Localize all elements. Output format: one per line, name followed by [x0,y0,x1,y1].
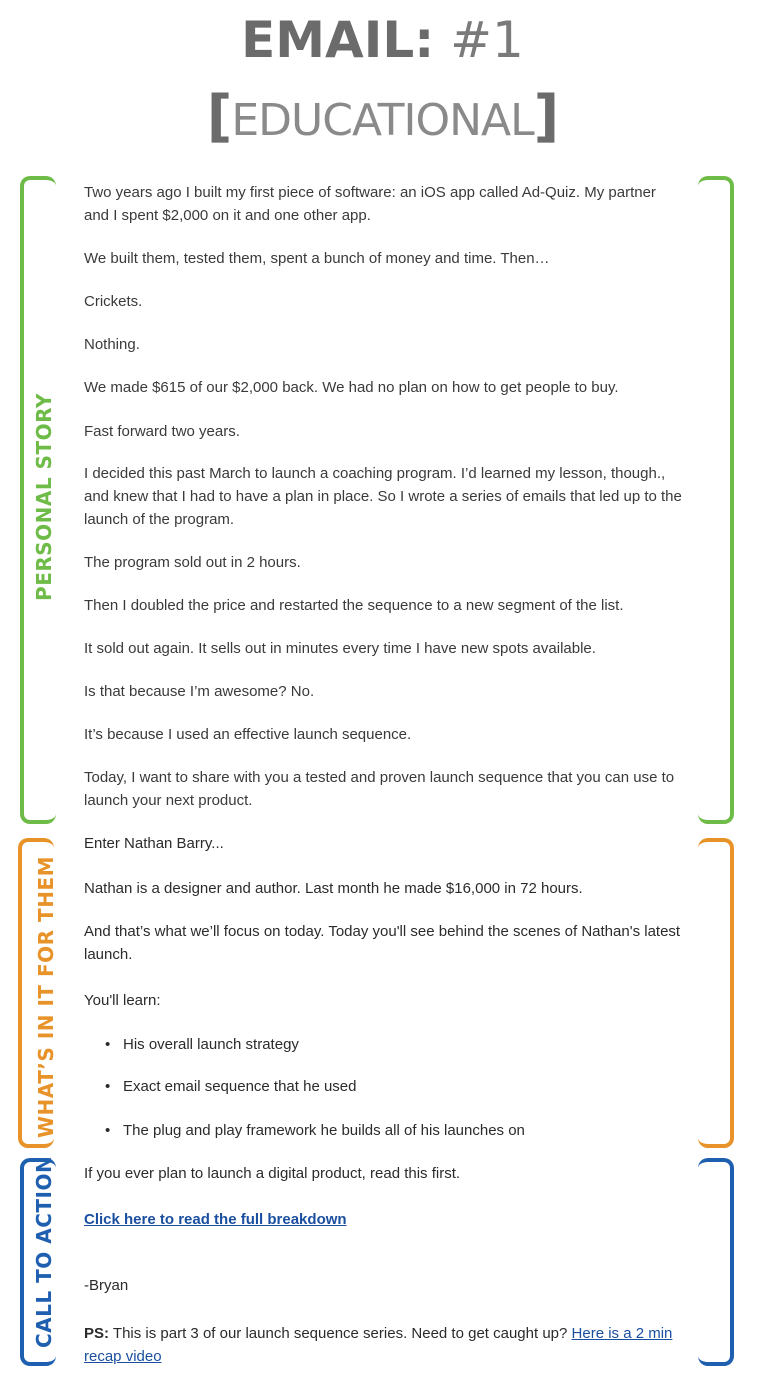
whats-in-it-right-bracket [698,838,734,1148]
list-item-text: The plug and play framework he builds all of his launches on [123,1122,525,1139]
benefit-paragraph: Enter Nathan Barry... [84,835,224,852]
story-paragraph: I decided this past March to launch a coaching program. I’d learned my lesson, though., and knew that I had to have a plan in place. So I wrote a series of emails that led up to the launch of the program. [84,465,682,528]
email-title [0,8,765,72]
cta-right-bracket [698,1158,734,1366]
benefit-paragraph: You'll learn: [84,992,161,1009]
email-title-label: EMAIL: [241,11,435,69]
story-paragraph: Then I doubled the price and restarted the sequence to a new segment of the list. [84,597,624,614]
story-paragraph: We made $615 of our $2,000 back. We had no plan on how to get people to buy. [84,379,619,396]
email-type-label: EDUCATIONAL [231,95,534,146]
story-paragraph: It sold out again. It sells out in minutes every time I have new spots available. [84,640,596,657]
recap-video-link[interactable]: Here is a 2 min recap video [84,1325,673,1365]
personal-story-label: PERSONAL STORY [32,393,56,601]
story-paragraph: Crickets. [84,293,143,310]
whats-in-it-label: WHAT’S IN IT FOR THEM [34,856,58,1138]
personal-story-right-bracket [698,176,734,824]
list-item-text: Exact email sequence that he used [123,1078,357,1095]
ps-label: PS: [84,1325,110,1342]
ps-text: This is part 3 of our launch sequence series. Need to get caught up? [109,1325,572,1342]
bracket-open: [ [206,84,232,149]
list-item [105,1119,525,1142]
benefit-paragraph: Nathan is a designer and author. Last month he made $16,000 in 72 hours. [84,880,583,897]
list-item [105,1033,299,1056]
cta-link-row [84,1208,684,1231]
story-paragraph: The program sold out in 2 hours. [84,554,301,571]
cta-intro: If you ever plan to launch a digital product, read this first. [84,1165,461,1182]
signoff: -Bryan [84,1277,129,1294]
story-paragraph: Is that because I’m awesome? No. [84,683,315,700]
ps-paragraph [84,1322,674,1368]
story-paragraph: Nothing. [84,336,140,353]
bracket-close: ] [533,84,559,149]
email-type [0,84,765,154]
story-paragraph: Fast forward two years. [84,423,240,440]
list-item [105,1075,356,1098]
cta-label: CALL TO ACTION [32,1155,56,1348]
story-paragraph: Two years ago I built my first piece of software: an iOS app called Ad-Quiz. My partner and I spent $2,000 on it and one other app. [84,184,656,224]
list-item-text: His overall launch strategy [123,1036,299,1053]
full-breakdown-link[interactable]: Click here to read the full breakdown [84,1211,347,1228]
story-paragraph: We built them, tested them, spent a bunch of money and time. Then… [84,250,550,267]
benefit-paragraph: And that’s what we’ll focus on today. Today you'll see behind the scenes of Nathan's latest launch. [84,923,681,963]
email-number: #1 [450,11,524,69]
story-paragraph: It’s because I used an effective launch sequence. [84,726,412,743]
story-paragraph: Today, I want to share with you a tested and proven launch sequence that you can use to launch your next product. [84,769,675,809]
